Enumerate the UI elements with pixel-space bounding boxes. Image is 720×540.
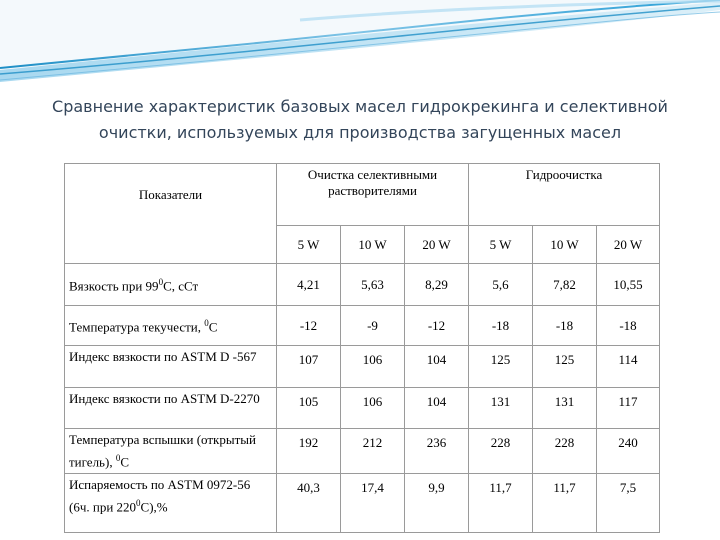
table-cell: 114 xyxy=(597,346,660,388)
row-label: Индекс вязкости по ASTM D-2270 xyxy=(65,388,277,429)
table-cell: 107 xyxy=(277,346,341,388)
grade-header: 20 W xyxy=(405,226,469,264)
table-row xyxy=(65,429,660,474)
table-row xyxy=(65,474,660,533)
table-cell: -18 xyxy=(533,306,597,346)
comparison-table xyxy=(64,163,660,533)
table-cell: 17,4 xyxy=(341,474,405,533)
grade-header: 10 W xyxy=(533,226,597,264)
table-cell: 104 xyxy=(405,346,469,388)
header-indicators: Показатели xyxy=(65,164,277,264)
table-cell: 40,3 xyxy=(277,474,341,533)
row-label: Температура текучести, $^0$С xyxy=(65,306,277,346)
table-row xyxy=(65,346,660,388)
table-cell: 131 xyxy=(533,388,597,429)
table-cell: 105 xyxy=(277,388,341,429)
grade-header: 20 W xyxy=(597,226,660,264)
row-label: Индекс вязкости по ASTM D -567 xyxy=(65,346,277,388)
table-cell: 228 xyxy=(469,429,533,474)
decorative-wave-header xyxy=(0,0,720,90)
table-cell: 117 xyxy=(597,388,660,429)
table-cell: 106 xyxy=(341,346,405,388)
grade-header: 5 W xyxy=(277,226,341,264)
table-cell: 236 xyxy=(405,429,469,474)
table-cell: 131 xyxy=(469,388,533,429)
table-cell: 9,9 xyxy=(405,474,469,533)
table-cell: 106 xyxy=(341,388,405,429)
table-cell: -12 xyxy=(405,306,469,346)
grade-header: 5 W xyxy=(469,226,533,264)
table-cell: 5,6 xyxy=(469,264,533,306)
header-group-selective: Очистка селективными растворителями xyxy=(277,164,469,226)
table-cell: -18 xyxy=(597,306,660,346)
table-cell: 4,21 xyxy=(277,264,341,306)
row-label: Температура вспышки (открытый тигель), $^0$С xyxy=(65,429,277,474)
table-cell: 228 xyxy=(533,429,597,474)
table-cell: -9 xyxy=(341,306,405,346)
table-cell: 10,55 xyxy=(597,264,660,306)
table-cell: 212 xyxy=(341,429,405,474)
table-cell: 240 xyxy=(597,429,660,474)
table-row xyxy=(65,388,660,429)
table-cell: 5,63 xyxy=(341,264,405,306)
table-cell: -12 xyxy=(277,306,341,346)
header-group-hydro: Гидроочистка xyxy=(469,164,660,226)
grade-header: 10 W xyxy=(341,226,405,264)
table-cell: 104 xyxy=(405,388,469,429)
row-label: Вязкость при $99^0С$, сСт xyxy=(65,264,277,306)
table-cell: 125 xyxy=(533,346,597,388)
title-line-2: очистки, используемых для производства загущенных масел xyxy=(98,123,622,142)
table-cell: 7,5 xyxy=(597,474,660,533)
table-cell: 8,29 xyxy=(405,264,469,306)
table-cell: -18 xyxy=(469,306,533,346)
row-label: Испаряемость по ASTM 0972-56 (6ч. при $220^0С),\%$ xyxy=(65,474,277,533)
title-line-1: Сравнение характеристик базовых масел гидрокрекинга и селективной xyxy=(52,97,668,116)
table-row xyxy=(65,306,660,346)
slide-title xyxy=(40,94,680,146)
table-row xyxy=(65,264,660,306)
table-cell: 7,82 xyxy=(533,264,597,306)
table-cell: 11,7 xyxy=(469,474,533,533)
table-cell: 125 xyxy=(469,346,533,388)
table-cell: 11,7 xyxy=(533,474,597,533)
table-cell: 192 xyxy=(277,429,341,474)
